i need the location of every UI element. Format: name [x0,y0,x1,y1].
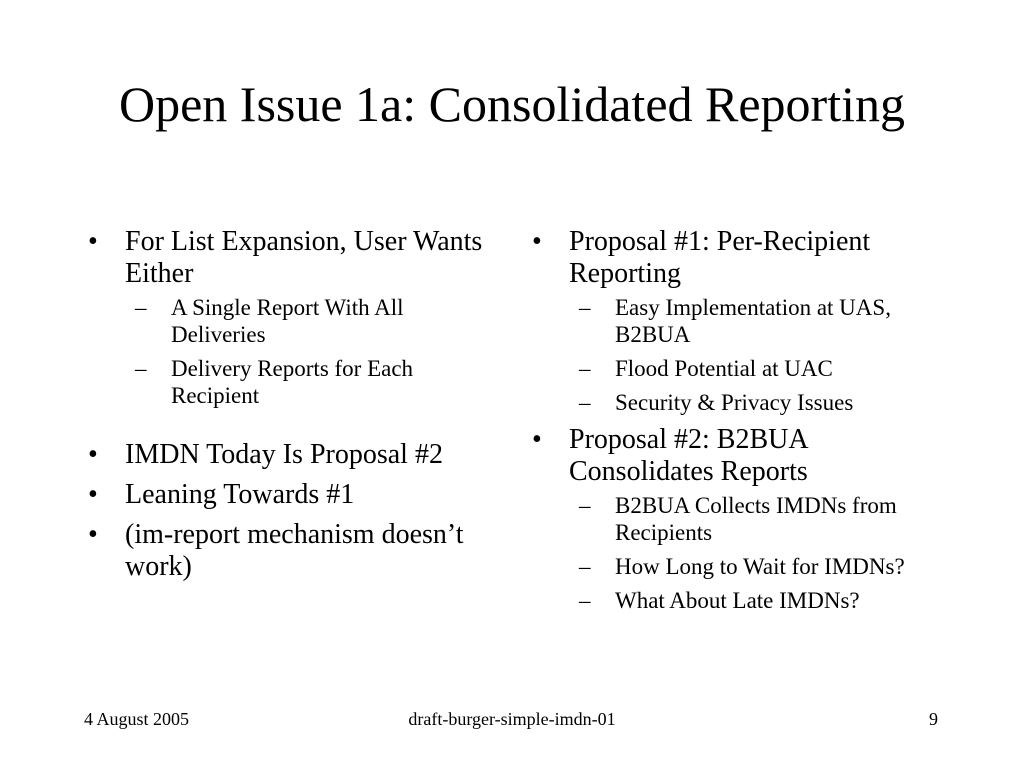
sub-bullet-list [125,294,488,409]
slide-title: Open Issue 1a: Consolidated Reporting [119,76,905,132]
footer-draft-name: draft-burger-simple-imdn-01 [408,709,616,729]
sub-bullet-list [569,294,952,416]
sub-bullet-security-privacy: – Security & Privacy Issues [569,389,952,416]
right-column [532,226,952,622]
sub-bullet-late-imdns: – What About Late IMDNs? [569,587,952,614]
sub-bullet-b2bua-collects: – B2BUA Collects IMDNs from Recipients [569,492,952,546]
bullet-text: • (im-report mechanism doesn’t work) [125,519,464,582]
sub-bullet-easy-implementation: – Easy Implementation at UAS, B2BUA [569,294,952,348]
sub-bullet-how-long-wait: – How Long to Wait for IMDNs? [569,553,952,580]
bullet-text: • Proposal #2: B2BUA Consolidates Reports [569,424,808,487]
bullet-text: • For List Expansion, User Wants Either [125,226,483,289]
bullet-list-expansion [88,226,488,409]
sub-bullet-single-report: – A Single Report With All Deliveries [125,294,488,348]
bullet-proposal-2 [532,424,952,614]
bullet-text: • Leaning Towards #1 [125,479,355,510]
bullet-proposal-1 [532,226,952,416]
sub-bullet-delivery-reports: – Delivery Reports for Each Recipient [125,355,488,409]
bullet-im-report-mechanism [88,519,488,583]
footer-date: 4 August 2005 [84,709,190,729]
sub-bullet-flood-potential: – Flood Potential at UAC [569,355,952,382]
left-column [88,226,488,591]
bullet-text: • IMDN Today Is Proposal #2 [125,439,443,470]
bullet-imdn-today [88,439,488,471]
footer-page-number: 9 [929,709,938,729]
bullet-text: • Proposal #1: Per-Recipient Reporting [569,226,871,289]
sub-bullet-list [569,492,952,614]
bullet-leaning-towards [88,479,488,511]
